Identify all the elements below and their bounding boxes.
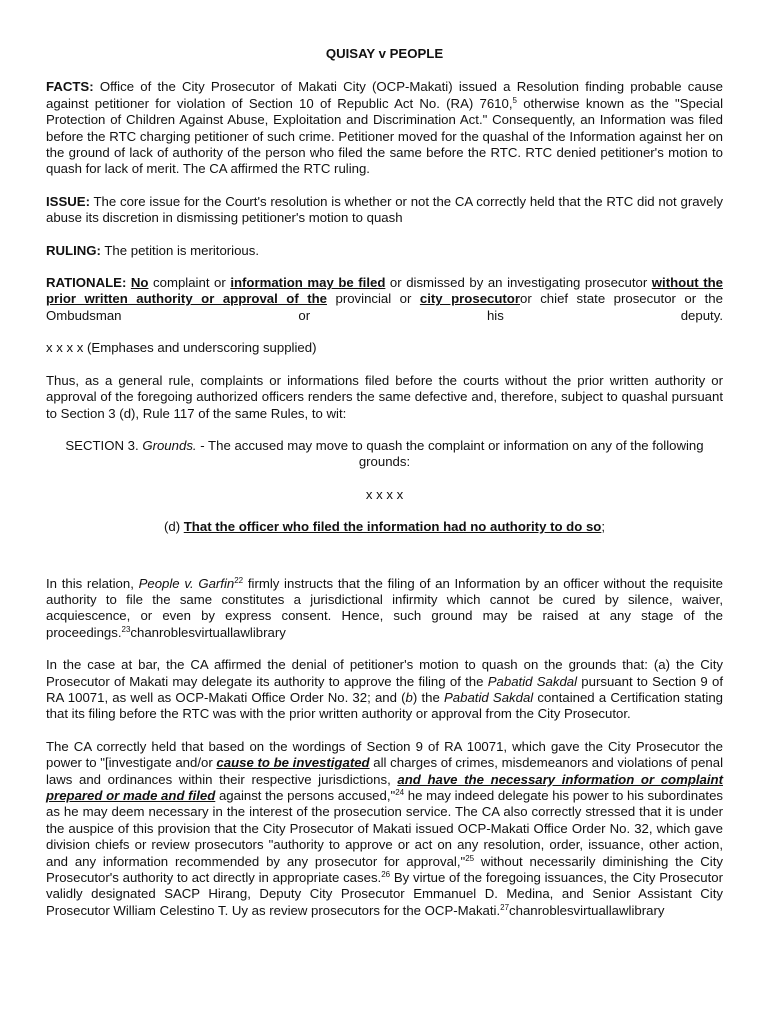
- emphases-note: x x x x (Emphases and underscoring supplied): [46, 340, 317, 356]
- footnote-ref: 24: [395, 788, 405, 797]
- issue-text: The core issue for the Court's resolution is whether or not the CA correctly held that the RTC did not gravely abuse its discretion in dismissing petitioner's motion to quash: [46, 193, 723, 226]
- section-3-prefix: SECTION 3.: [65, 437, 143, 453]
- rationale-text-1: complaint or: [148, 275, 231, 291]
- ellipsis-marker: x x x x: [365, 486, 404, 502]
- rationale-text-4: or chief state prosecutor or the Ombudsman or his deputy.: [46, 291, 723, 323]
- issue-label: ISSUE:: [46, 193, 90, 209]
- ruling-paragraph: [46, 243, 723, 259]
- ca-correct-text-4: he may indeed delegate his power to his subordinates as he may deem necessary in the interest of the prosecution service. The CA also correctly stressed that it is under the auspice of this provision that the City Prosecutor of Makati issued OCP-Makati Office Order No. 32, which gave division chiefs or review prosecutors "authority to approve or act on any resolution, order, issuance, other action, and any information recommended by any prosecutor for approval,": [46, 788, 723, 869]
- relation-text-2: firmly instructs that the filing of an Information by an officer without the requisite authority to file the same constitutes a jurisdictional infirmity which cannot be cured by silence, waiver, acquiescence, or even by express consent. Hence, such ground may be raised at any stage of the proceedings.: [46, 575, 723, 640]
- facts-paragraph: [46, 79, 723, 177]
- ground-d-prefix: (d): [163, 519, 184, 535]
- rationale-text-3: provincial or: [327, 291, 420, 307]
- rationale-emphasis-3: without the prior written authority or approval of the: [46, 275, 723, 307]
- ruling-text: The petition is meritorious.: [100, 242, 260, 258]
- rationale-paragraph: [46, 275, 723, 324]
- section-3-paragraph: [46, 438, 723, 471]
- case-at-bar-paragraph: [46, 657, 723, 723]
- rationale-emphasis-1: No: [130, 275, 149, 291]
- rationale-label: RATIONALE:: [46, 275, 127, 291]
- general-rule-paragraph: Thus, as a general rule, complaints or informations filed before the courts without the prior written authority or approval of the foregoing authorized officers renders the same defective and, therefore, subject to quashal pursuant to Section 3 (d), Rule 117 of the same Rules, to wit:: [46, 372, 723, 421]
- case-at-bar-text-4: contained a Certification stating that its filing before the RTC was with the prior written authority or approval from the City Prosecutor.: [46, 689, 724, 722]
- footnote-ref: 23: [121, 624, 131, 634]
- pabatid-sakdal-1: Pabatid Sakdal: [487, 673, 578, 689]
- document-page: [46, 0, 723, 935]
- relation-paragraph: [46, 576, 723, 642]
- section-3-grounds: Grounds.: [142, 437, 197, 453]
- page-title: QUISAY v PEOPLE: [325, 46, 444, 61]
- ground-d-suffix: ;: [601, 519, 606, 535]
- facts-label: FACTS:: [46, 79, 94, 95]
- ground-d-text: That the officer who filed the information had no authority to do so: [183, 519, 602, 535]
- case-at-bar-text-2: pursuant to Section 9 of RA 10071, as well as OCP-Makati Office Order No. 32; and (: [46, 673, 723, 705]
- ruling-label: RULING:: [46, 242, 101, 258]
- facts-text-2: otherwise known as the "Special Protection of Children Against Abuse, Exploitation and Discrimination Act." Consequently, an Information was filed before the RTC charging petitioner of such crime. Petitioner moved for the quashal of the Information against her on the ground of lack of authority of the person who filed the same before the RTC. RTC denied petitioner's motion to quash for lack of merit. The CA affirmed the RTC ruling.: [46, 95, 723, 177]
- item-b-marker: b: [405, 689, 413, 705]
- footnote-ref: 27: [500, 902, 510, 912]
- ca-correct-text-5: without necessarily diminishing the City Prosecutor's authority to act directly in appropriate cases.: [46, 853, 723, 886]
- ground-d-paragraph: [46, 519, 723, 535]
- rationale-emphasis-2: information may be filed: [230, 275, 386, 291]
- ca-correct-text-6: By virtue of the foregoing issuances, the City Prosecutor validly designated SACP Hirang, Deputy City Prosecutor Emmanuel D. Medina, and Senior Assistant City Prosecutor William Celestino T. Uy as review prosecutors for the OCP-Makati.: [46, 870, 724, 918]
- ca-correct-emphasis-1: cause to be investigated: [216, 755, 370, 771]
- ca-correct-text-3: against the persons accused,": [215, 788, 396, 803]
- footnote-ref: 26: [381, 870, 391, 880]
- issue-paragraph: [46, 194, 723, 227]
- ca-correct-paragraph: [46, 739, 723, 919]
- footnote-ref: 22: [234, 575, 244, 585]
- ca-correct-text-7: chanroblesvirtuallawlibrary: [509, 902, 665, 918]
- rationale-emphasis-4: city prosecutor: [419, 291, 520, 307]
- footnote-ref: 25: [465, 853, 475, 863]
- ca-correct-emphasis-2: and have the necessary information or complaint prepared or made and filed: [46, 771, 723, 803]
- case-at-bar-text-1: In the case at bar, the CA affirmed the denial of petitioner's motion to quash on the grounds that: (a) the City Prosecutor of Makati may delegate its authority to approve the filing of the: [46, 657, 723, 689]
- ca-correct-text-2: all charges of crimes, misdemeanors and violations of penal laws and ordinances within their respective jurisdictions,: [46, 755, 724, 787]
- ca-correct-text-1: The CA correctly held that based on the wordings of Section 9 of RA 10071, which gave the City Prosecutor the power to "[investigate and/or: [46, 738, 723, 771]
- rationale-text-2: or dismissed by an investigating prosecutor: [385, 275, 652, 291]
- relation-text-1: In this relation,: [46, 575, 139, 591]
- case-citation: People v. Garfin: [138, 575, 235, 591]
- pabatid-sakdal-2: Pabatid Sakdal: [444, 689, 534, 705]
- footnote-ref: 5: [512, 95, 517, 105]
- relation-text-3: chanroblesvirtuallawlibrary: [130, 624, 286, 640]
- facts-text-1: Office of the City Prosecutor of Makati City (OCP-Makati) issued a Resolution finding probable cause against petitioner for violation of Section 10 of Republic Act No. (RA) 7610,: [46, 79, 723, 111]
- case-at-bar-text-3: ) the: [412, 689, 444, 705]
- section-3-text: - The accused may move to quash the complaint or information on any of the following grounds:: [196, 437, 704, 470]
